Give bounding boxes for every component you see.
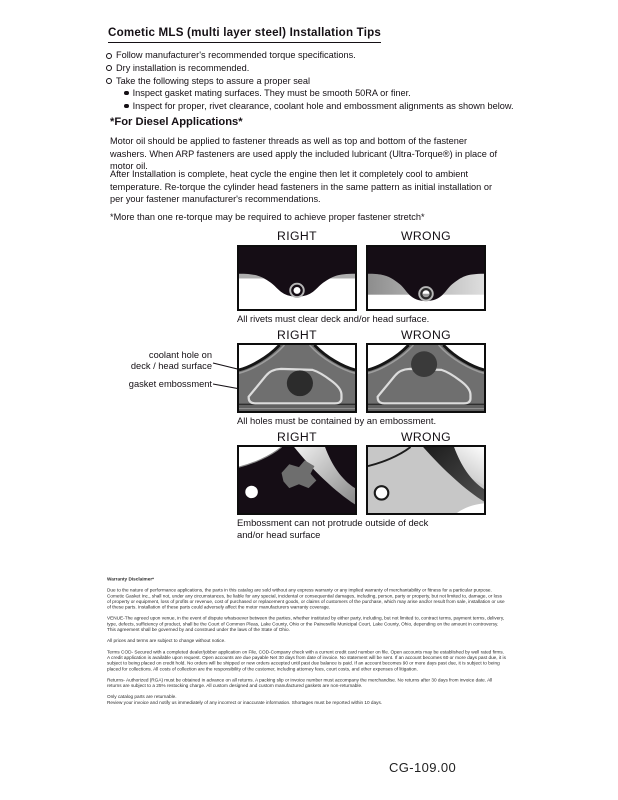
embossment-inside-right-icon bbox=[239, 447, 355, 513]
hole-contained-right-icon bbox=[239, 345, 355, 411]
diesel-section-heading: *For Diesel Applications* bbox=[110, 116, 243, 128]
wrong-label: WRONG bbox=[400, 328, 452, 342]
diesel-paragraph-1: Motor oil should be applied to fastener threads as well as top and bottom of the fastener washers. When ARP fasteners are used apply the included lubricant (Ultra-Torque®) in place of motor oil. bbox=[110, 136, 498, 172]
diesel-paragraph-2: After Installation is complete, heat cycle the engine then let it completely cool to ambient temperature. Re-torque the cylinder head fasteners in the same pattern as initial installation or per your fastener manufacturer's recommendations. bbox=[110, 169, 492, 205]
circle-bullet-icon bbox=[106, 65, 112, 71]
tip-text: Inspect gasket mating surfaces. They must be smooth 50RA or finer. bbox=[132, 88, 411, 99]
right-label: RIGHT bbox=[277, 328, 317, 342]
coolant-hole-annotation: coolant hole on deck / head surface bbox=[130, 350, 212, 372]
embossment-containment-right-diagram bbox=[237, 343, 357, 413]
warranty-heading: Warranty Disclaimer* bbox=[107, 576, 154, 582]
dot-bullet-icon bbox=[124, 91, 129, 96]
warranty-paragraph: All prices and terms are subject to change without notice. bbox=[107, 637, 226, 644]
warranty-paragraph: Returns- Authorized (RGA) must be obtained in advance on all returns. A packing slip or invoice number must accompany the merchandise. No returns after 30 days from invoice date. All returns are subject to a 25% restocking charge. All custom designed and custom manufactured gaskets are non-returnable. bbox=[107, 676, 493, 689]
circle-bullet-icon bbox=[106, 53, 112, 59]
right-label: RIGHT bbox=[277, 430, 317, 444]
embossment-containment-wrong-diagram bbox=[366, 343, 486, 413]
tip-text: Follow manufacturer's recommended torque specifications. bbox=[116, 50, 356, 60]
tip-text: Dry installation is recommended. bbox=[116, 62, 250, 73]
rivet-clear-right-icon bbox=[239, 247, 355, 309]
installation-tips-list bbox=[106, 49, 526, 113]
list-item bbox=[106, 87, 526, 100]
embossment-outside-wrong-icon bbox=[368, 447, 484, 513]
list-item bbox=[106, 75, 526, 88]
row2-caption: All holes must be contained by an embossment. bbox=[237, 415, 437, 426]
list-item bbox=[106, 62, 526, 75]
row3-caption: Embossment can not protrude outside of deck and/or head surface bbox=[237, 517, 429, 540]
warranty-paragraph: Review your invoice and notify us immediately of any incorrect or inaccurate information. Shortages must be reported within 10 days. bbox=[107, 699, 383, 705]
circle-bullet-icon bbox=[106, 78, 112, 84]
dot-bullet-icon bbox=[124, 104, 129, 109]
wrong-label: WRONG bbox=[400, 430, 452, 444]
warranty-paragraph: Due to the nature of performance applications, the parts in this catalog are sold without any express warranty or any implied warranty of merchantability or fitness for a particular purpose. Cometic Gasket Inc., shall not, under any circumstances, be liable for any special, incidental or consequential damages, including, person, party or property, but not limited to, damage, or loss of property or equipment, loss of profits or revenue, cost of purchased or replacement goods, or claims of customers of the purchase, which may arise and/or result from sale, installation or use of these parts. Installation of these parts could adversely affect the motor manufacturers warranty coverage. bbox=[107, 587, 505, 610]
gasket-embossment-annotation: gasket embossment bbox=[128, 379, 212, 389]
tip-text: Inspect for proper, rivet clearance, coolant hole and embossment alignments as shown below. bbox=[132, 101, 514, 112]
warranty-paragraph: Terms COD- Secured with a completed dealer/jobber application on File, COD-Company check with a current credit card number on file. Open accounts may be established by well rated firms. A credit application is available upon request. Open accounts are due payable Net 30 days from date of invoice. No statement will be sent. If an account becomes 60 or more days past due, it is subject to being placed on credit hold. No orders will be shipped or new orders accepted until past due balance is paid. If an account becomes 90 or more days past due, it is subject to being placed for collections. All costs of collection are the responsibility of the customer, including attorney fees, court costs, and other expenses of litigation. bbox=[107, 648, 506, 672]
right-label: RIGHT bbox=[277, 229, 317, 243]
wrong-label: WRONG bbox=[400, 229, 452, 243]
diesel-paragraph-3: *More than one re-torque may be required to achieve proper fastener stretch* bbox=[110, 212, 425, 222]
embossment-protrusion-right-diagram bbox=[237, 445, 357, 515]
hole-contained-wrong-icon bbox=[368, 345, 484, 411]
warranty-paragraph: VENUE-The agreed upon venue, in the event of dispute whatsoever between the parties, whether instituted by either party, including, but not limited to, contract terms, payment terms, delivery, type, defects, sufficiency of product, shall be the Court of Common Pleas, Lake County, Ohio or the Painesville Municipal Court, Lake County, Ohio, depending on the amount in controversy. bbox=[107, 615, 505, 627]
tip-text: Take the following steps to assure a proper seal bbox=[116, 75, 311, 86]
page-number: CG-109.00 bbox=[389, 760, 457, 775]
page-title: Cometic MLS (multi layer steel) Installation Tips bbox=[108, 26, 381, 43]
embossment-protrusion-wrong-diagram bbox=[366, 445, 486, 515]
row1-caption: All rivets must clear deck and/or head surface. bbox=[237, 313, 430, 324]
warranty-disclaimer-block bbox=[107, 576, 507, 711]
rivet-clear-wrong-icon bbox=[368, 247, 484, 309]
list-item bbox=[106, 49, 526, 62]
rivet-clearance-right-diagram bbox=[237, 245, 357, 311]
list-item bbox=[106, 100, 526, 113]
warranty-paragraph: This agreement shall be governed by and construed under the laws of the State of Ohio. bbox=[107, 626, 290, 633]
warranty-paragraph: Only catalog parts are returnable. bbox=[107, 693, 177, 700]
rivet-clearance-wrong-diagram bbox=[366, 245, 486, 311]
